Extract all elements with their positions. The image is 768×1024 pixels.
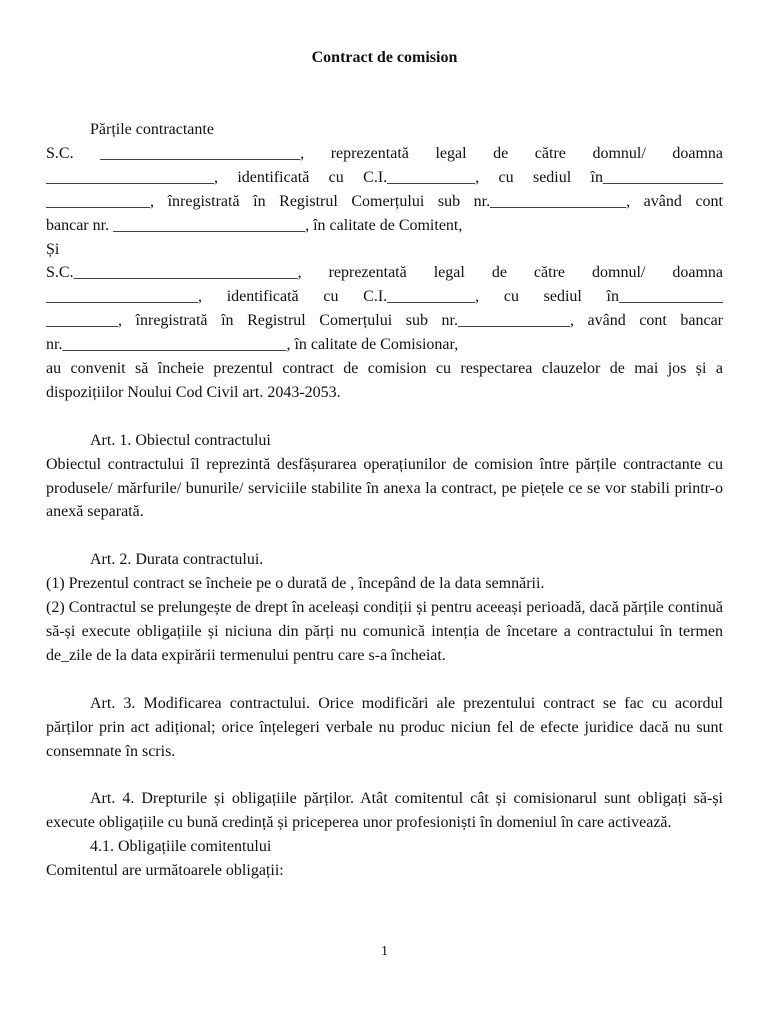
document-body [46, 118, 723, 883]
art4-text: Art. 4. Drepturile și obligațiile părților. Atât comitentul cât și comisionarul sunt obligați să-și execute obligațiile cu bună credință și priceperea unor profesioniști în domeniul în care activează. [46, 790, 723, 832]
document-page [46, 0, 723, 1024]
party-one-line: S.C. _________________________, reprezentată legal de către domnul/ doamna [46, 144, 723, 162]
party-one-block [46, 142, 723, 238]
art1-text: Obiectul contractului îl reprezintă desfășurarea operațiunilor de comision între părțile contractante cu produsele/ mărfurile/ bunurile/ serviciile stabilite în anexa la contract, pe piețele ce se vor stabili printr-o anexă separată. [46, 455, 723, 521]
conjunction-text: Și [46, 240, 60, 258]
page-number: 1 [381, 944, 388, 959]
parties-heading: Părțile contractante [90, 121, 214, 138]
party-two-line: ___________________, identificată cu C.I.___________, cu sediul în_____________ [46, 288, 723, 306]
party-one-line: _____________, înregistrată în Registrul Comerțului sub nr._________________, având cont [46, 192, 723, 210]
document-title: Contract de comision [311, 49, 458, 66]
art4-1-intro: Comitentul are următoarele obligații: [46, 862, 284, 880]
party-two-line: _________, înregistrată în Registrul Comerțului sub nr.______________, având cont bancar [46, 312, 723, 330]
party-one-line: bancar nr. ________________________, în calitate de Comitent, [46, 216, 463, 234]
art2-paragraph-1: (1) Prezentul contract se încheie pe o durată de , începând de la data semnării. [46, 575, 545, 593]
art2-paragraph-2: (2) Contractul se prelungește de drept în aceleași condiții și pentru aceeași perioadă, dacă părțile continuă să-și execute obligațiile și niciuna din părți nu comunică intenția de încetare a contractului în termen de_zile de la data expirării termenului pentru care s-a încheiat. [46, 599, 723, 664]
agreement-paragraph: au convenit să încheie prezentul contract de comision cu respectarea clauzelor de mai jos și a dispozițiilor Noului Cod Civil art. 2043-2053. [46, 360, 723, 401]
art2-heading: Art. 2. Durata contractului. [90, 551, 264, 569]
art3-text: Art. 3. Modificarea contractului. Orice modificări ale prezentului contract se fac cu acordul părților prin act adițional; orice înțelegeri verbale nu produc niciun fel de efecte juridice dacă nu sunt consemnate în scris. [46, 694, 723, 760]
party-two-block [46, 261, 723, 357]
party-two-line: nr.____________________________, în calitate de Comisionar, [46, 336, 459, 354]
party-one-line: _____________________, identificată cu C.I.___________, cu sediul în_______________ [46, 168, 723, 186]
party-two-line: S.C.____________________________, reprezentată legal de către domnul/ doamna [46, 264, 723, 282]
art4-1-heading: 4.1. Obligațiile comitentului [90, 838, 272, 856]
art1-heading: Art. 1. Obiectul contractului [90, 431, 271, 449]
